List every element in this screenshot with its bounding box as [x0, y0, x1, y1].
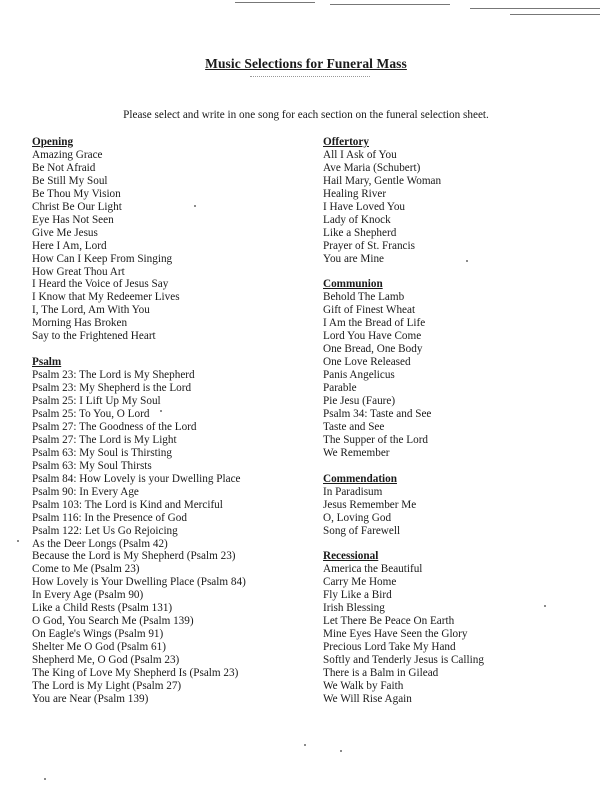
- song-item: Hail Mary, Gentle Woman: [323, 174, 442, 187]
- song-item: I Know that My Redeemer Lives: [32, 291, 180, 304]
- song-item: Softly and Tenderly Jesus is Calling: [323, 654, 484, 667]
- song-item: One Bread, One Body: [323, 343, 423, 356]
- song-item: America the Beautiful: [323, 563, 423, 576]
- song-item: Come to Me (Psalm 23): [32, 563, 140, 576]
- song-item: Behold The Lamb: [323, 291, 405, 304]
- song-item: As the Deer Longs (Psalm 42): [32, 537, 168, 550]
- song-item: Song of Farewell: [323, 524, 401, 537]
- song-item: One Love Released: [323, 356, 411, 369]
- song-item: Here I Am, Lord: [32, 239, 107, 252]
- song-item: Lord You Have Come: [323, 330, 422, 343]
- song-item: How Great Thou Art: [32, 265, 125, 278]
- song-item: Carry Me Home: [323, 576, 397, 589]
- song-item: Psalm 63: My Soul Thirsts: [32, 459, 152, 472]
- song-item: Psalm 63: My Soul is Thirsting: [32, 446, 172, 459]
- song-item: Be Still My Soul: [32, 174, 108, 187]
- scan-artifact-smudge: [250, 76, 370, 79]
- left-column: [32, 136, 302, 706]
- section-recessional: [323, 550, 593, 705]
- song-item: Morning Has Broken: [32, 317, 128, 330]
- song-item: Say to the Frightened Heart: [32, 330, 156, 343]
- song-item: Gift of Finest Wheat: [323, 304, 416, 317]
- song-item: Eye Has Not Seen: [32, 213, 114, 226]
- song-item: You are Near (Psalm 139): [32, 692, 149, 705]
- song-item: Pie Jesu (Faure): [323, 395, 396, 408]
- song-item: Like a Shepherd: [323, 226, 397, 239]
- song-item: We Will Rise Again: [323, 692, 412, 705]
- scan-speck: [160, 410, 162, 412]
- section-heading: Commendation: [323, 472, 397, 485]
- song-item: Psalm 25: I Lift Up My Soul: [32, 395, 161, 408]
- song-item: Psalm 122: Let Us Go Rejoicing: [32, 524, 178, 537]
- song-item: Like a Child Rests (Psalm 131): [32, 602, 173, 615]
- song-item: Let There Be Peace On Earth: [323, 615, 455, 628]
- song-item: Psalm 34: Taste and See: [323, 408, 432, 420]
- song-item: Shepherd Me, O God (Psalm 23): [32, 654, 180, 667]
- section-opening: [32, 136, 302, 343]
- song-item: Give Me Jesus: [32, 226, 98, 239]
- song-item: I Am the Bread of Life: [323, 317, 426, 330]
- song-item: The Supper of the Lord: [323, 433, 429, 446]
- song-item: Psalm 23: The Lord is My Shepherd: [32, 369, 195, 382]
- song-item: Prayer of St. Francis: [323, 239, 415, 252]
- section-heading: Recessional: [323, 550, 379, 563]
- instructions: Please select and write in one song for each section on the funeral selection sheet.: [123, 109, 489, 121]
- song-item: Ave Maria (Schubert): [323, 161, 421, 174]
- song-item: Psalm 84: How Lovely is your Dwelling Place: [32, 472, 241, 485]
- song-item: How Lovely is Your Dwelling Place (Psalm 84): [32, 576, 246, 589]
- scan-speck: [17, 540, 19, 542]
- section-heading: Opening: [32, 136, 74, 148]
- song-item: Psalm 116: In the Presence of God: [32, 511, 187, 524]
- song-item: Psalm 103: The Lord is Kind and Merciful: [32, 498, 223, 511]
- song-item: Shelter Me O God (Psalm 61): [32, 641, 166, 654]
- scan-speck: [304, 744, 306, 746]
- section-heading: Psalm: [32, 356, 62, 369]
- song-item: On Eagle's Wings (Psalm 91): [32, 628, 164, 641]
- song-item: Panis Angelicus: [323, 369, 395, 382]
- scan-artifact-line: [330, 4, 450, 5]
- section-communion: [323, 278, 593, 459]
- song-item: I Heard the Voice of Jesus Say: [32, 278, 169, 291]
- song-item: All I Ask of You: [323, 148, 397, 161]
- song-item: O, Loving God: [323, 511, 392, 524]
- song-item: Be Thou My Vision: [32, 187, 121, 200]
- song-item: There is a Balm in Gilead: [323, 667, 439, 680]
- song-item: In Every Age (Psalm 90): [32, 589, 144, 602]
- scan-speck: [466, 260, 468, 262]
- scan-artifact-line: [235, 2, 315, 3]
- song-item: Parable: [323, 382, 357, 395]
- scan-artifact-line: [470, 8, 600, 9]
- song-item: Healing River: [323, 187, 387, 200]
- scan-speck: [194, 205, 196, 207]
- section-psalm: [32, 356, 302, 706]
- song-item: The King of Love My Shepherd Is (Psalm 23): [32, 667, 239, 680]
- song-item: Be Not Afraid: [32, 161, 96, 174]
- song-item: Precious Lord Take My Hand: [323, 641, 456, 654]
- song-item: I, The Lord, Am With You: [32, 304, 150, 317]
- song-item: Taste and See: [323, 420, 385, 433]
- song-item: Psalm 27: The Lord is My Light: [32, 433, 177, 446]
- song-item: Psalm 25: To You, O Lord: [32, 408, 150, 420]
- song-item: Irish Blessing: [323, 602, 385, 615]
- song-item: Amazing Grace: [32, 148, 103, 161]
- song-item: I Have Loved You: [323, 200, 406, 213]
- song-item: You are Mine: [323, 252, 385, 265]
- section-heading: Communion: [323, 278, 383, 291]
- song-item: The Lord is My Light (Psalm 27): [32, 680, 182, 693]
- song-item: How Can I Keep From Singing: [32, 252, 173, 265]
- song-item: We Remember: [323, 446, 390, 459]
- song-item: Lady of Knock: [323, 213, 391, 226]
- section-offertory: [323, 136, 593, 266]
- song-item: Psalm 27: The Goodness of the Lord: [32, 420, 197, 433]
- page-title: Music Selections for Funeral Mass: [205, 56, 407, 71]
- scan-speck: [544, 605, 546, 607]
- song-item: Fly Like a Bird: [323, 589, 392, 602]
- right-column: [323, 136, 593, 706]
- section-heading: Offertory: [323, 136, 369, 148]
- song-item: We Walk by Faith: [323, 679, 404, 692]
- section-commendation: [323, 473, 593, 538]
- scan-speck: [44, 778, 46, 780]
- song-item: Psalm 90: In Every Age: [32, 485, 139, 498]
- song-item: In Paradisum: [323, 485, 383, 498]
- song-item: Christ Be Our Light: [32, 200, 122, 213]
- scan-artifact-line: [510, 14, 600, 15]
- song-item: Psalm 23: My Shepherd is the Lord: [32, 382, 192, 395]
- scan-speck: [340, 750, 342, 752]
- song-item: Jesus Remember Me: [323, 498, 417, 511]
- song-item: Mine Eyes Have Seen the Glory: [323, 628, 468, 641]
- song-item: O God, You Search Me (Psalm 139): [32, 615, 194, 628]
- song-item: Because the Lord is My Shepherd (Psalm 23): [32, 550, 236, 563]
